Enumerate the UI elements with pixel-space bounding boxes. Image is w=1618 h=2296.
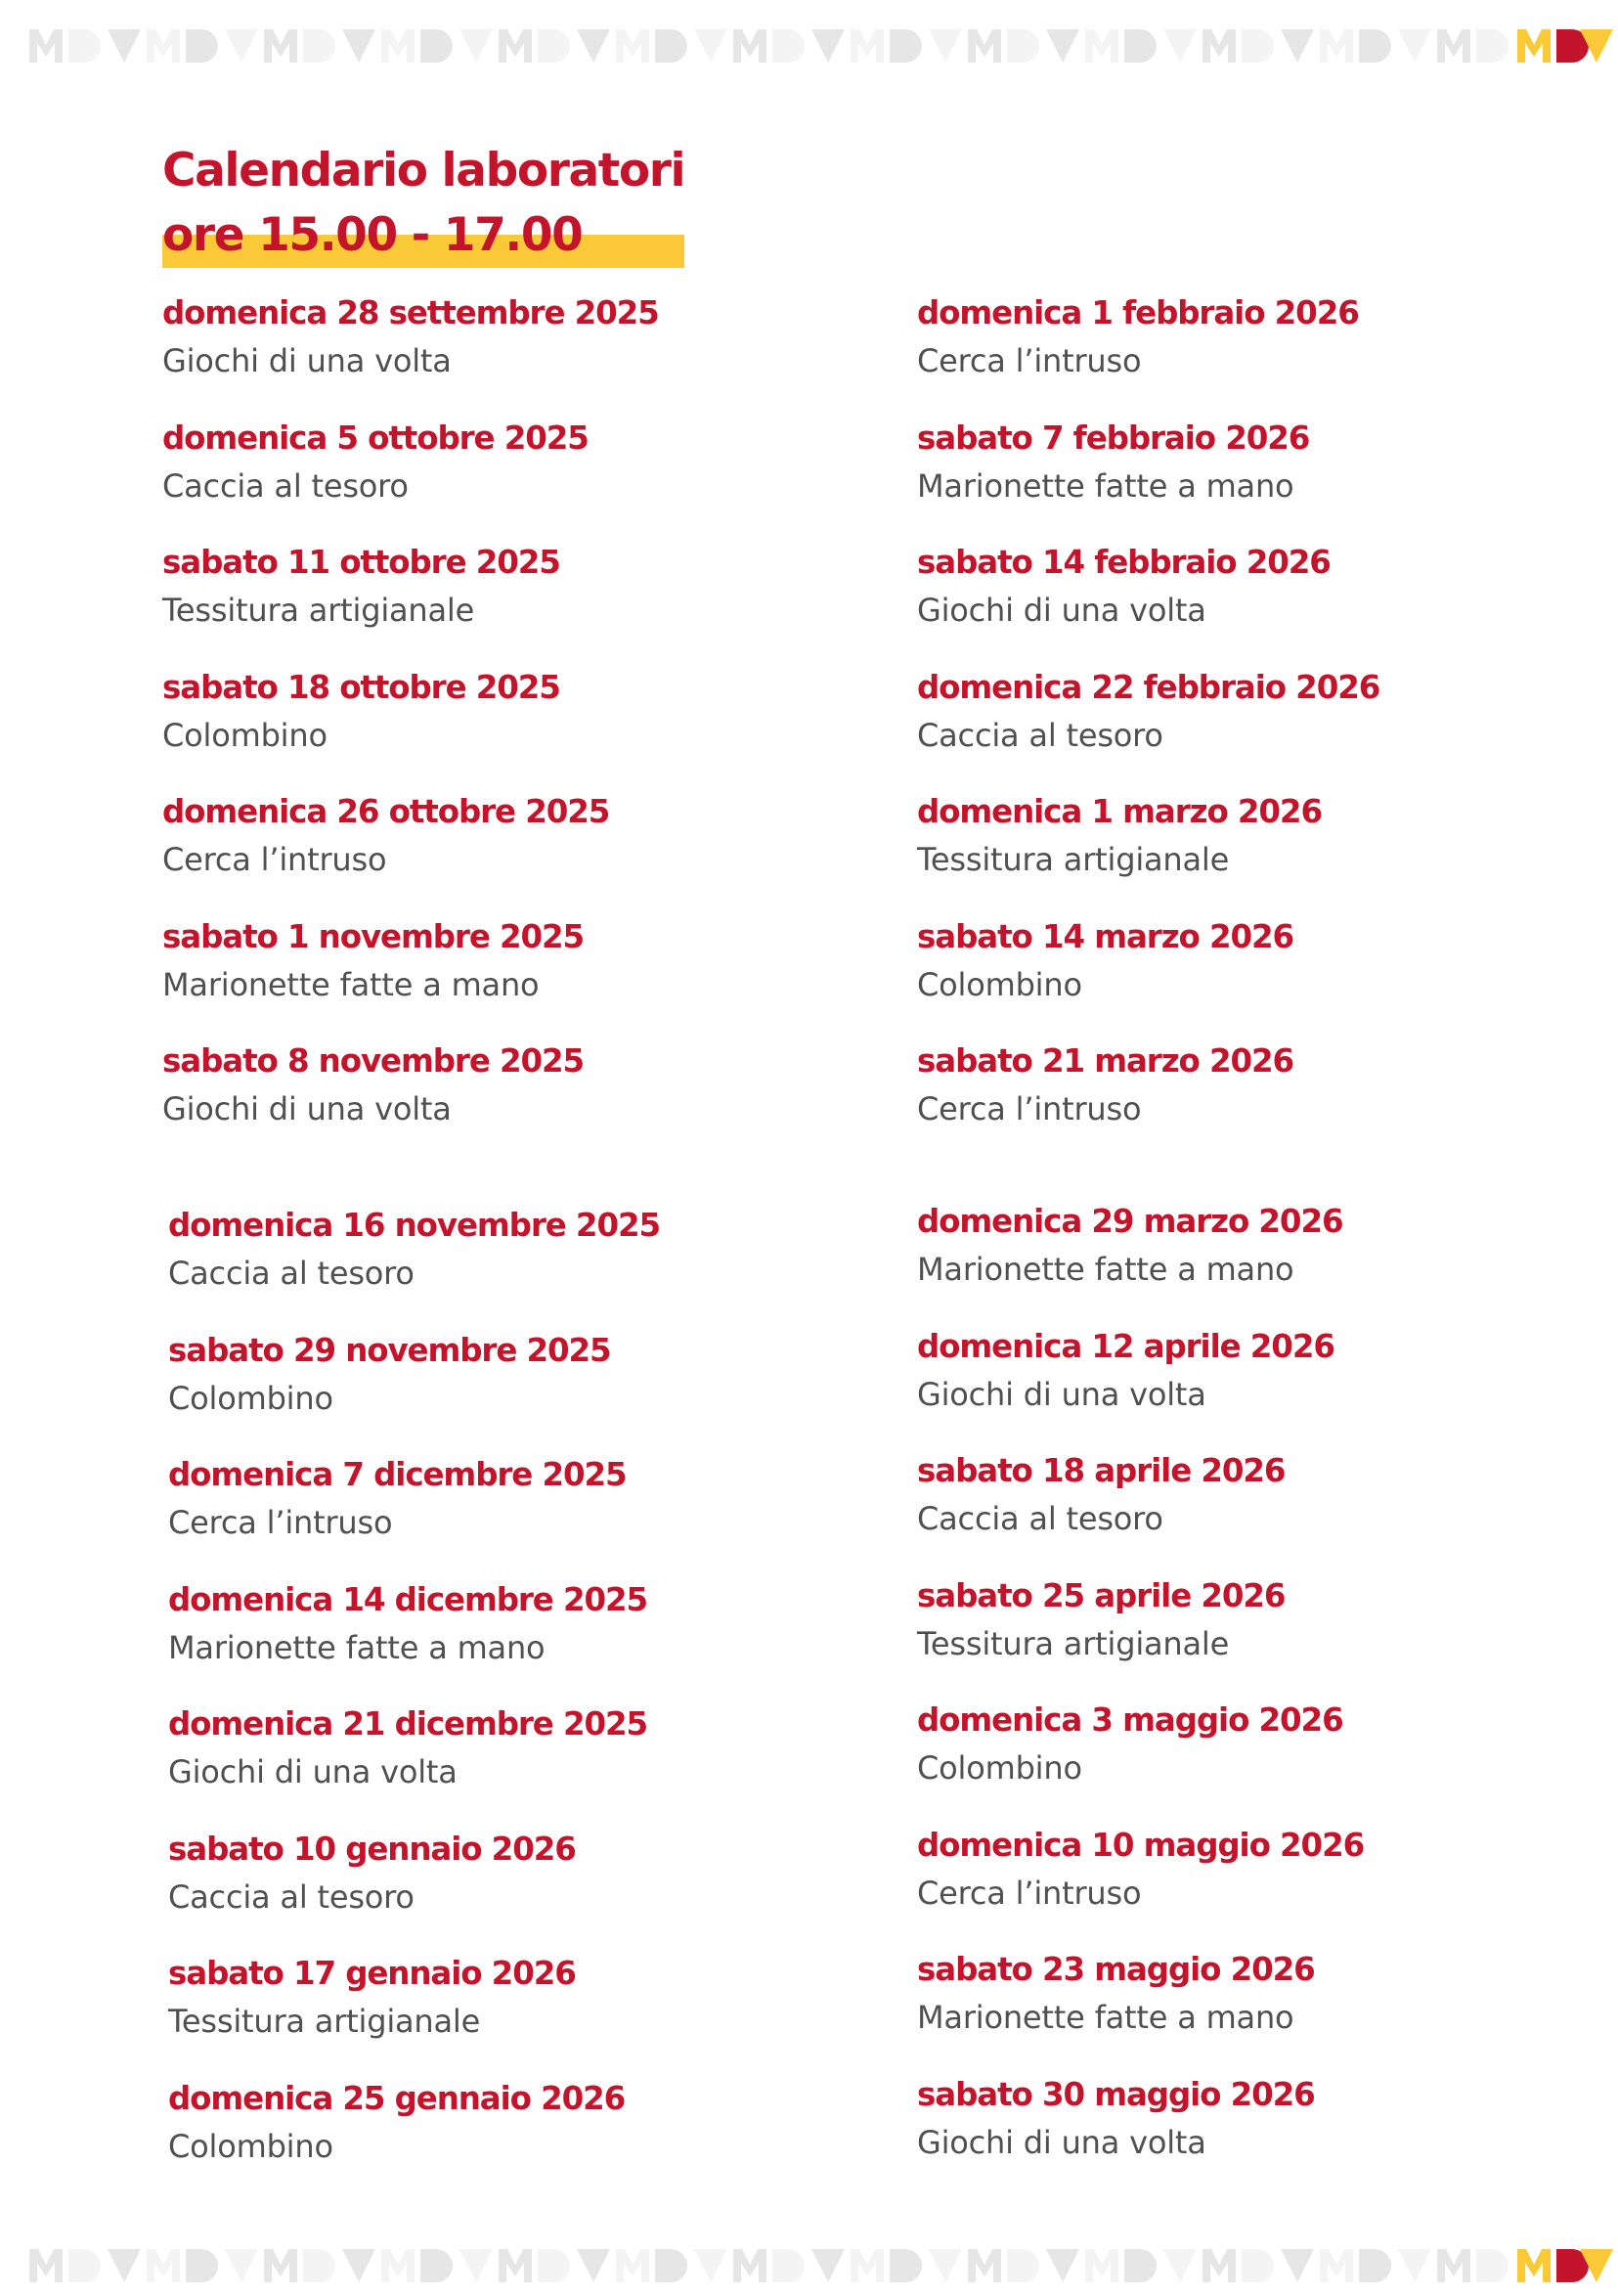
event-date: sabato 18 aprile 2026 (917, 1452, 1286, 1489)
event-date: sabato 17 gennaio 2026 (168, 1955, 576, 1992)
pattern-glyph (655, 29, 687, 63)
event-activity: Marionette fatte a mano (162, 965, 540, 1003)
pattern-glyph (342, 29, 375, 63)
event-activity: Tessitura artigianale (168, 2003, 481, 2040)
pattern-glyph (499, 29, 532, 63)
calendar-event (168, 1949, 872, 2074)
pattern-glyph (733, 29, 766, 63)
pattern-glyph (1437, 2249, 1470, 2282)
event-date: domenica 21 dicembre 2025 (168, 1705, 648, 1743)
pattern-glyph (694, 2249, 727, 2282)
brand-pattern-top (0, 8, 1618, 76)
pattern-glyph (1007, 29, 1039, 63)
event-date: domenica 12 aprile 2026 (917, 1327, 1334, 1365)
pattern-glyph (29, 29, 63, 63)
event-date: domenica 16 novembre 2025 (168, 1207, 660, 1244)
pattern-glyph (459, 2249, 493, 2282)
brand-pattern-top-svg (0, 8, 1618, 76)
event-date: domenica 14 dicembre 2025 (168, 1580, 648, 1618)
calendar-event (917, 663, 1618, 788)
pattern-glyph (811, 29, 845, 63)
pattern-glyph (303, 29, 335, 63)
pattern-glyph (29, 2249, 63, 2282)
event-activity: Cerca l’intruso (917, 342, 1142, 379)
pattern-glyph (459, 29, 493, 63)
pattern-glyph (577, 2249, 610, 2282)
calendar-event (917, 2070, 1618, 2195)
event-date: sabato 1 novembre 2025 (162, 917, 585, 955)
pattern-glyph (1242, 29, 1274, 63)
calendar-event (162, 663, 866, 788)
event-date: domenica 5 ottobre 2025 (162, 419, 589, 457)
pattern-glyph (1476, 2249, 1509, 2282)
title-line-1: Calendario laboratori (162, 144, 685, 198)
pattern-glyph (929, 29, 962, 63)
pattern-glyph (694, 29, 727, 63)
event-date: sabato 14 febbraio 2026 (917, 544, 1331, 581)
event-date: sabato 10 gennaio 2026 (168, 1830, 576, 1868)
event-date: domenica 1 febbraio 2026 (917, 294, 1359, 331)
pattern-glyph (616, 29, 649, 63)
event-date: sabato 29 novembre 2025 (168, 1331, 611, 1369)
event-activity: Colombino (168, 1379, 333, 1417)
event-activity: Giochi di una volta (162, 1090, 452, 1127)
logo-m-glyph (1517, 2249, 1551, 2282)
calendar-event (917, 1821, 1618, 1946)
pattern-glyph (1203, 2249, 1236, 2282)
event-activity: Cerca l’intruso (168, 1504, 393, 1541)
pattern-glyph (851, 29, 884, 63)
event-activity: Caccia al tesoro (168, 1255, 415, 1292)
calendar-event (162, 787, 866, 912)
event-activity: Cerca l’intruso (917, 1874, 1142, 1912)
pattern-glyph (968, 2249, 1001, 2282)
event-date: sabato 21 marzo 2026 (917, 1042, 1294, 1080)
event-activity: Giochi di una volta (917, 592, 1206, 629)
pattern-glyph (772, 2249, 805, 2282)
calendar-event (168, 1700, 872, 1825)
event-date: domenica 28 settembre 2025 (162, 294, 659, 331)
pattern-glyph (1359, 29, 1391, 63)
calendar-event (168, 2074, 872, 2199)
title-line-2: ore 15.00 - 17.00 (162, 208, 583, 262)
event-date: sabato 11 ottobre 2025 (162, 544, 560, 581)
event-activity: Giochi di una volta (162, 342, 452, 379)
calendar-event (917, 1945, 1618, 2070)
calendar-event (162, 414, 866, 539)
event-date: domenica 3 maggio 2026 (917, 1701, 1343, 1739)
event-activity: Caccia al tesoro (917, 1500, 1163, 1537)
pattern-glyph (1085, 29, 1118, 63)
pattern-glyph (1163, 2249, 1197, 2282)
pattern-glyph (381, 2249, 415, 2282)
pattern-glyph (420, 2249, 453, 2282)
pattern-glyph (264, 29, 297, 63)
pattern-glyph (968, 29, 1001, 63)
pattern-glyph (108, 2249, 141, 2282)
pattern-glyph (1476, 29, 1509, 63)
event-activity: Giochi di una volta (168, 1753, 458, 1790)
event-date: sabato 30 maggio 2026 (917, 2075, 1315, 2113)
pattern-glyph (1281, 29, 1314, 63)
calendar-column-1-top (162, 288, 866, 1162)
pattern-glyph (1398, 2249, 1431, 2282)
event-activity: Cerca l’intruso (917, 1090, 1142, 1127)
calendar-event (162, 288, 866, 414)
calendar-column-1-bottom (168, 1201, 872, 2198)
pattern-glyph (1398, 29, 1431, 63)
event-activity: Colombino (917, 1749, 1082, 1787)
calendar-event (168, 1326, 872, 1451)
calendar-event (168, 1450, 872, 1575)
event-activity: Cerca l’intruso (162, 841, 387, 878)
title-text (162, 139, 847, 268)
calendar-event (917, 288, 1618, 414)
event-activity: Caccia al tesoro (162, 466, 409, 505)
pattern-glyph (342, 2249, 375, 2282)
pattern-glyph (303, 2249, 335, 2282)
calendar-event (168, 1825, 872, 1950)
pattern-glyph (811, 2249, 845, 2282)
event-activity: Colombino (917, 965, 1082, 1003)
event-date: domenica 29 marzo 2026 (917, 1203, 1343, 1240)
event-activity: Caccia al tesoro (168, 1877, 415, 1916)
calendar-event (168, 1575, 872, 1700)
pattern-glyph (1320, 2249, 1353, 2282)
event-date: domenica 1 marzo 2026 (917, 793, 1322, 830)
calendar-event (917, 1197, 1618, 1322)
calendar-event (162, 538, 866, 663)
event-activity: Marionette fatte a mano (917, 466, 1294, 505)
pattern-glyph (1124, 2249, 1157, 2282)
pattern-glyph (147, 2249, 180, 2282)
event-date: sabato 18 ottobre 2025 (162, 668, 560, 706)
pattern-glyph (381, 29, 415, 63)
pattern-glyph (147, 29, 180, 63)
event-date: sabato 14 marzo 2026 (917, 917, 1294, 955)
pattern-glyph (851, 2249, 884, 2282)
calendar-event (917, 1037, 1618, 1162)
calendar-event (162, 1037, 866, 1162)
pattern-glyph (68, 2249, 101, 2282)
pattern-glyph (890, 29, 922, 63)
event-date: domenica 25 gennaio 2026 (168, 2079, 626, 2117)
event-activity: Tessitura artigianale (917, 1624, 1230, 1662)
pattern-glyph (108, 29, 141, 63)
calendar-event (917, 414, 1618, 539)
event-date: domenica 7 dicembre 2025 (168, 1456, 627, 1493)
event-date: sabato 23 maggio 2026 (917, 1951, 1315, 1988)
calendar-event (917, 912, 1618, 1038)
pattern-glyph (1046, 2249, 1079, 2282)
pattern-glyph (1437, 29, 1470, 63)
event-activity: Colombino (168, 2127, 333, 2165)
pattern-glyph (1124, 29, 1157, 63)
event-date: sabato 25 aprile 2026 (917, 1576, 1286, 1614)
pattern-glyph (538, 29, 570, 63)
calendar-event (917, 1322, 1618, 1447)
pattern-glyph (1242, 2249, 1274, 2282)
pattern-glyph (225, 2249, 258, 2282)
pattern-glyph (577, 29, 610, 63)
pattern-glyph (1163, 29, 1197, 63)
event-activity: Tessitura artigianale (917, 841, 1230, 878)
event-date: domenica 10 maggio 2026 (917, 1826, 1365, 1864)
event-activity: Marionette fatte a mano (917, 1251, 1294, 1288)
pattern-glyph (264, 2249, 297, 2282)
event-date: domenica 26 ottobre 2025 (162, 793, 610, 830)
pattern-glyph (616, 2249, 649, 2282)
calendar-event (917, 538, 1618, 663)
calendar-column-2-top (917, 288, 1618, 1162)
event-date: sabato 8 novembre 2025 (162, 1042, 585, 1080)
calendar-event (917, 1696, 1618, 1821)
event-activity: Colombino (162, 716, 328, 754)
pattern-glyph (225, 29, 258, 63)
calendar-event (917, 1446, 1618, 1571)
calendar-event (917, 787, 1618, 912)
calendar-event (162, 912, 866, 1038)
event-activity: Giochi di una volta (917, 1375, 1206, 1413)
brand-pattern-bottom (0, 2228, 1618, 2296)
pattern-glyph (420, 29, 453, 63)
pattern-glyph (929, 2249, 962, 2282)
pattern-glyph (890, 2249, 922, 2282)
pattern-glyph (186, 2249, 218, 2282)
pattern-glyph (538, 2249, 570, 2282)
event-activity: Marionette fatte a mano (917, 1999, 1294, 2036)
pattern-glyph (1085, 2249, 1118, 2282)
event-activity: Giochi di una volta (917, 2123, 1206, 2161)
pattern-glyph (655, 2249, 687, 2282)
calendar-event (168, 1201, 872, 1326)
event-date: sabato 7 febbraio 2026 (917, 419, 1310, 457)
pattern-glyph (772, 29, 805, 63)
pattern-glyph (1203, 29, 1236, 63)
pattern-glyph (1281, 2249, 1314, 2282)
logo-m-glyph (1517, 29, 1551, 63)
event-activity: Marionette fatte a mano (168, 1628, 546, 1666)
calendar-event (917, 1571, 1618, 1697)
pattern-glyph (1320, 29, 1353, 63)
event-activity: Caccia al tesoro (917, 716, 1163, 754)
calendar-column-2-bottom (917, 1197, 1618, 2194)
pattern-glyph (1046, 29, 1079, 63)
pattern-glyph (499, 2249, 532, 2282)
brand-pattern-bottom-svg (0, 2228, 1618, 2296)
event-activity: Tessitura artigianale (162, 592, 475, 629)
pattern-glyph (68, 29, 101, 63)
event-date: domenica 22 febbraio 2026 (917, 668, 1380, 706)
pattern-glyph (733, 2249, 766, 2282)
pattern-glyph (1007, 2249, 1039, 2282)
pattern-glyph (1359, 2249, 1391, 2282)
pattern-glyph (186, 29, 218, 63)
page-title (162, 139, 847, 286)
